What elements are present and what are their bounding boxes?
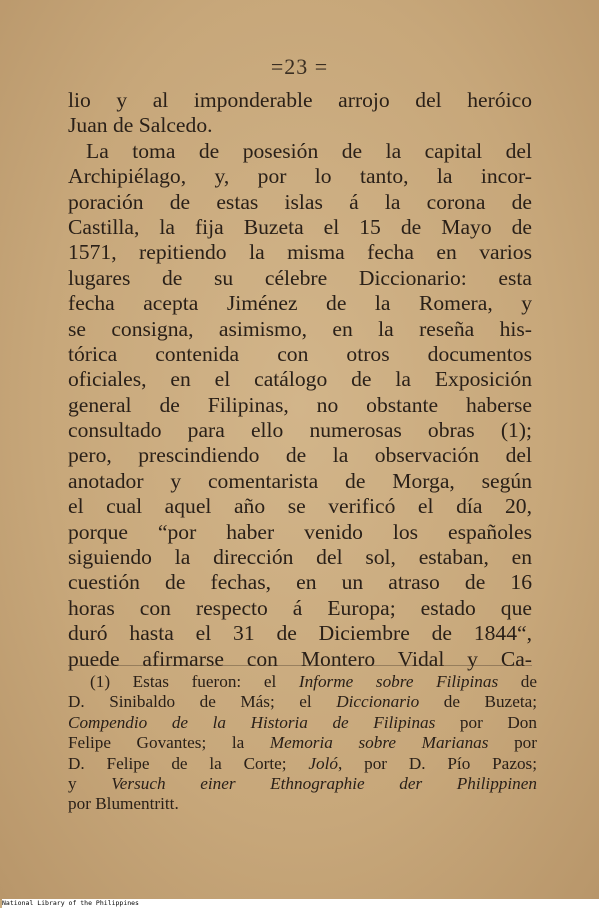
- library-credit: National Library of the Philippines: [2, 899, 599, 908]
- footnote: [68, 672, 537, 815]
- footnote-line: (1) Estas fueron: el Informe sobre Filipinas de: [90, 672, 538, 691]
- text-line: oficiales, en el catálogo de la Exposición: [68, 367, 532, 392]
- footnote-line: y Versuch einer Ethnographie der Philippinen: [68, 773, 537, 793]
- text-line: duró hasta el 31 de Diciembre de 1844“,: [68, 621, 532, 646]
- text-line: siguiendo la dirección del sol, estaban, en: [68, 545, 532, 570]
- footnote-divider: [68, 665, 532, 666]
- book-title: Informe sobre Filipinas: [298, 672, 499, 691]
- text-line: consultado para ello numerosas obras (1);: [68, 418, 532, 443]
- book-title: Memoria sobre Marianas: [269, 733, 489, 753]
- text-line: el cual aquel año se verificó el día 20,: [68, 494, 532, 519]
- text-line: poración de estas islas á la corona de: [68, 189, 532, 214]
- text-line: fecha acepta Jiménez de la Romera, y: [68, 291, 532, 316]
- text-line: tórica contenida con otros documentos: [68, 341, 532, 366]
- footnote-line: Felipe Govantes; la Memoria sobre Marianas por: [68, 733, 537, 753]
- footnote-line: D. Sinibaldo de Más; el Diccionario de Buzeta;: [68, 692, 537, 712]
- text-line: puede afirmarse con Montero Vidal y Ca-: [68, 646, 532, 671]
- text-line: lugares de su célebre Diccionario: esta: [68, 265, 532, 290]
- footnote-line: D. Felipe de la Corte; Joló, por D. Pío Pazos;: [68, 753, 538, 773]
- book-title: Diccionario: [336, 692, 420, 712]
- text-line: cuestión de fechas, en un atraso de 16: [68, 570, 532, 595]
- text-line: pero, prescindiendo de la observación del: [68, 443, 532, 468]
- text-line: anotador y comentarista de Morga, según: [68, 468, 532, 493]
- text-line: porque “por haber venido los españoles: [68, 519, 532, 544]
- text-line: Castilla, la fija Buzeta el 15 de Mayo de: [68, 214, 532, 239]
- text-line: lio y al imponderable arrojo del heróico: [68, 88, 532, 112]
- text-line: general de Filipinas, no obstante haberse: [68, 392, 532, 417]
- text-line: horas con respecto á Europa; estado que: [68, 595, 532, 620]
- book-title: Compendio de la Historia de Filipinas: [68, 712, 436, 732]
- text-line: La toma de posesión de la capital del: [86, 138, 532, 163]
- main-text: [68, 88, 532, 672]
- text-line: Juan de Salcedo.: [68, 113, 213, 138]
- text-line: se consigna, asimismo, en la reseña his-: [68, 316, 532, 341]
- footnote-line: Compendio de la Historia de Filipinas por Don: [68, 712, 537, 732]
- book-title: Joló: [308, 753, 338, 773]
- text-line: 1571, repitiendo la misma fecha en varios: [68, 240, 532, 265]
- book-title: Versuch einer Ethnographie der Philippinen: [111, 773, 537, 793]
- page-number: =23 =: [270, 54, 329, 79]
- footnote-line: por Blumentritt.: [68, 794, 179, 814]
- text-line: Archipiélago, y, por lo tanto, la incor-: [68, 164, 532, 189]
